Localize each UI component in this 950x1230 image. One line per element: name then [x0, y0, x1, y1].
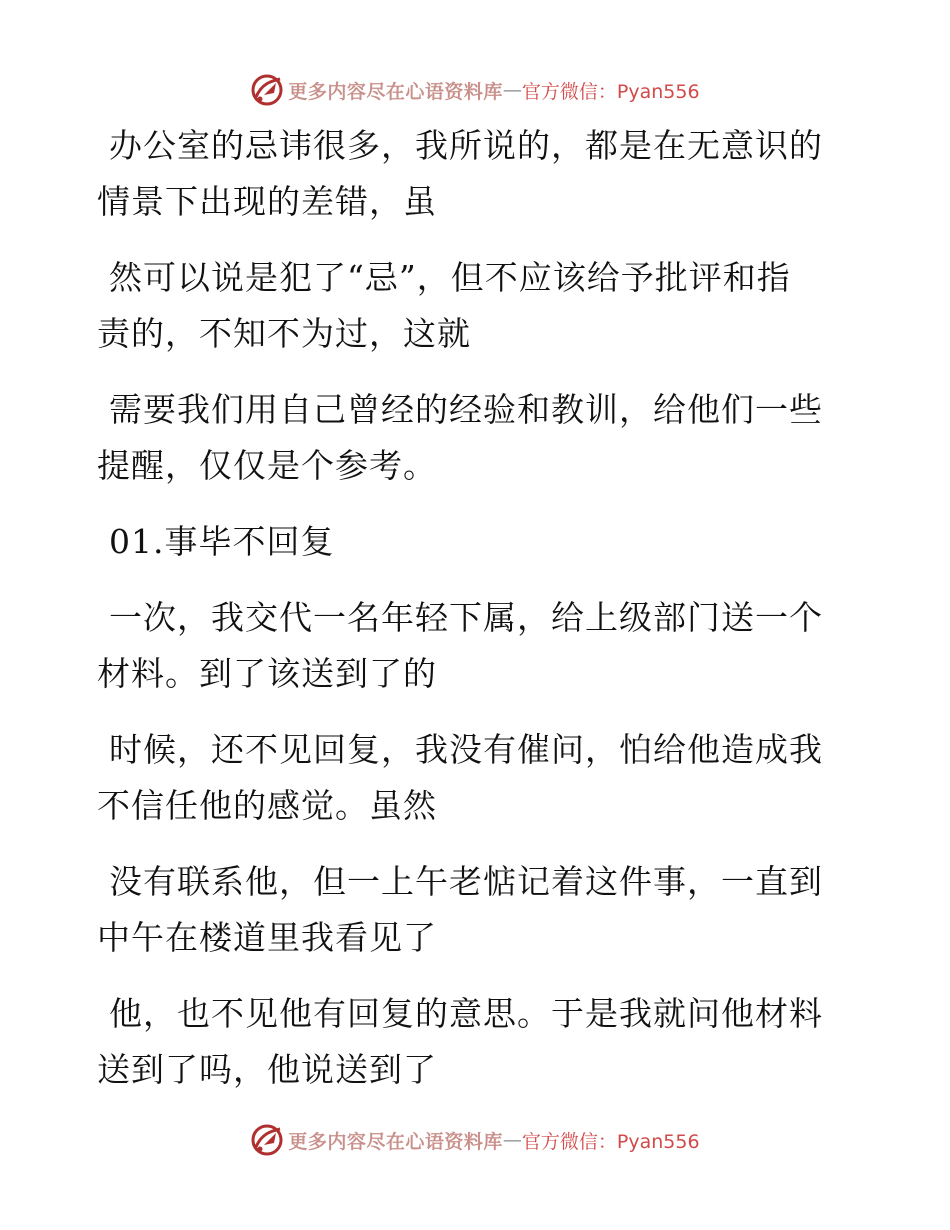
watermark-brand-text: 更多内容尽在心语资料库	[288, 80, 503, 103]
paragraph-line: 然可以说是犯了“忌”，但不应该给予批评和指	[109, 258, 791, 297]
watermark-separator: —	[502, 79, 522, 101]
paragraph-line: 情景下出现的差错，虽	[97, 182, 437, 221]
watermark-footer	[0, 1120, 950, 1160]
paragraph-2	[97, 250, 837, 362]
paragraph-line: 提醒，仅仅是个参考。	[97, 446, 437, 485]
paragraph-8	[97, 986, 837, 1098]
watermark-brand-text: 更多内容尽在心语资料库	[288, 1130, 503, 1153]
paragraph-1	[97, 118, 837, 230]
paragraph-line: 办公室的忌讳很多，我所说的，都是在无意识的	[109, 126, 823, 165]
paragraph-3	[97, 382, 837, 494]
watermark-contact-text: 官方微信：Pyan556	[521, 80, 700, 103]
watermark-contact-text: 官方微信：Pyan556	[521, 1130, 700, 1153]
watermark-separator: —	[502, 1129, 522, 1151]
paragraph-line: 中午在楼道里我看见了	[97, 918, 437, 957]
paragraph-line: 一次，我交代一名年轻下属，给上级部门送一个	[109, 598, 823, 637]
paragraph-line: 需要我们用自己曾经的经验和教训，给他们一些	[109, 390, 823, 429]
paragraph-line: 材料。到了该送到了的	[97, 654, 437, 693]
section-heading	[97, 514, 837, 570]
section-heading-text: 01.事毕不回复	[109, 522, 335, 561]
document-body	[97, 118, 837, 1118]
paragraph-line: 时候，还不见回复，我没有催问，怕给他造成我	[109, 730, 823, 769]
paragraph-line: 没有联系他，但一上午老惦记着这件事，一直到	[109, 862, 823, 901]
pen-logo-icon	[250, 1123, 284, 1157]
paragraph-7	[97, 854, 837, 966]
paragraph-6	[97, 722, 837, 834]
paragraph-line: 他，也不见他有回复的意思。于是我就问他材料	[109, 994, 823, 1033]
pen-logo-icon	[250, 73, 284, 107]
paragraph-5	[97, 590, 837, 702]
paragraph-line: 送到了吗，他说送到了	[97, 1050, 437, 1089]
paragraph-line: 不信任他的感觉。虽然	[97, 786, 437, 825]
paragraph-line: 责的，不知不为过，这就	[97, 314, 471, 353]
watermark-header	[0, 70, 950, 110]
